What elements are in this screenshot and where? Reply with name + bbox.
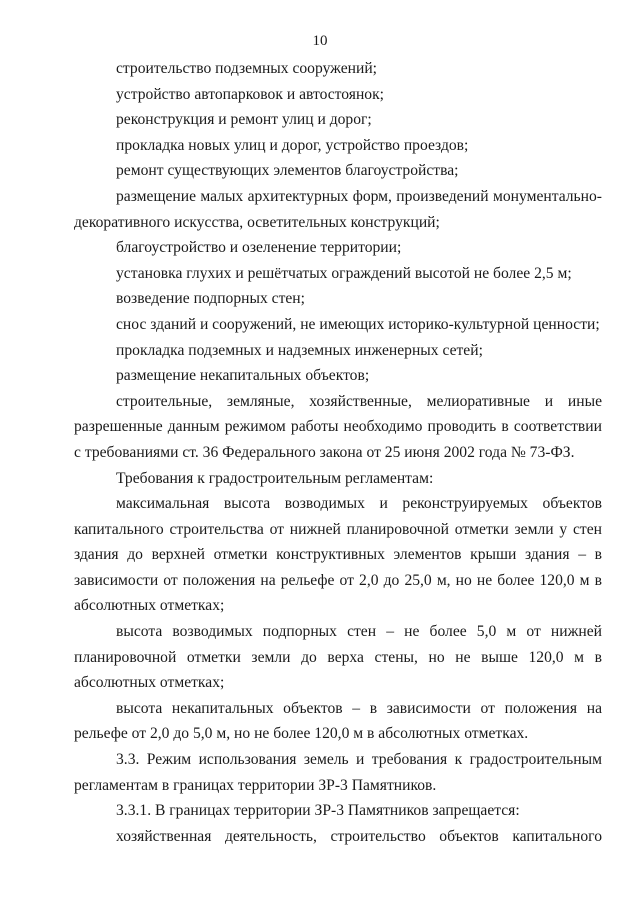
- paragraph: высота возводимых подпорных стен – не более 5,0 м от нижней планировочной отметки земли до верха стены, но не выше 120,0 м в абсолютных отметках;: [74, 623, 602, 692]
- paragraph: строительные, земляные, хозяйственные, мелиоративные и иные разрешенные данным режимом работы необходимо проводить в соответствии с требованиями ст. 36 Федерального закона от 25 июня 2002 года № 73-ФЗ.: [74, 392, 602, 461]
- paragraph: прокладка новых улиц и дорог, устройство проездов;: [116, 136, 469, 154]
- paragraph: устройство автопарковок и автостоянок;: [116, 85, 385, 103]
- paragraph: размещение некапитальных объектов;: [116, 367, 370, 385]
- paragraph: установка глухих и решётчатых ограждений высотой не более 2,5 м;: [116, 264, 572, 282]
- paragraph: реконструкция и ремонт улиц и дорог;: [116, 111, 372, 129]
- body-text: [74, 56, 602, 849]
- paragraph: возведение подпорных стен;: [116, 290, 305, 308]
- paragraph: строительство подземных сооружений;: [116, 60, 378, 77]
- paragraph: Требования к градостроительным регламентам:: [116, 469, 434, 487]
- paragraph: 3.3. Режим использования земель и требования к градостроительным регламентам в границах территории ЗР-3 Памятников.: [74, 751, 602, 794]
- paragraph: прокладка подземных и надземных инженерных сетей;: [116, 341, 483, 359]
- paragraph: снос зданий и сооружений, не имеющих историко-культурной ценности;: [116, 315, 600, 333]
- paragraph: размещение малых архитектурных форм, произведений монументально-декоративного искусства, осветительных конструкций;: [74, 187, 602, 231]
- paragraph: благоустройство и озеленение территории;: [116, 239, 402, 257]
- page-number: 10: [312, 33, 328, 49]
- paragraph: 3.3.1. В границах территории ЗР-3 Памятников запрещается:: [116, 802, 520, 820]
- paragraph: хозяйственная деятельность, строительство объектов капитального: [116, 827, 602, 845]
- paragraph: ремонт существующих элементов благоустройства;: [116, 162, 459, 180]
- paragraph: высота некапитальных объектов – в зависимости от положения на рельефе от 2,0 до 5,0 м, но не более 120,0 м в абсолютных отметках.: [74, 699, 602, 743]
- paragraph: максимальная высота возводимых и реконструируемых объектов капитального строительства от нижней планировочной отметки земли у стен здания до верхней отметки конструктивных элементов крыши здания – в зависимости от положения на рельефе от 2,0 до 25,0 м, но не более 120,0 м в абсолютных отметках;: [74, 495, 602, 615]
